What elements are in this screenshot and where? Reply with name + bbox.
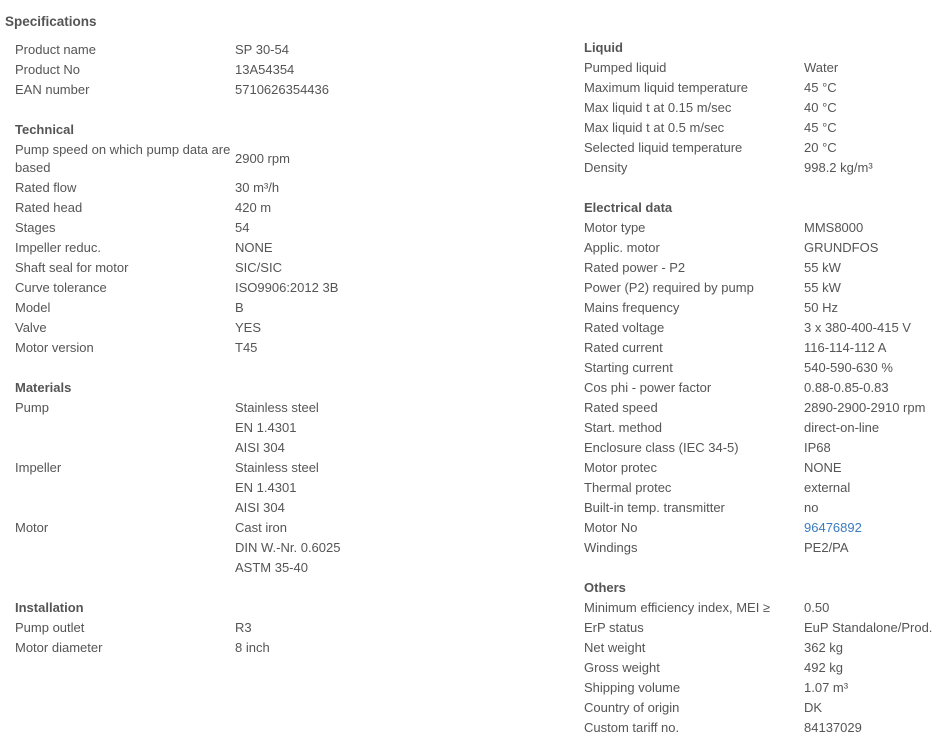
spec-value: 13A54354 (235, 62, 295, 77)
spec-row (15, 338, 555, 358)
spec-value: external (804, 480, 851, 495)
spec-row (584, 98, 945, 118)
spec-row (15, 218, 555, 238)
spec-row (584, 238, 945, 258)
spec-value: 540-590-630 % (804, 360, 893, 375)
spec-row (15, 458, 555, 518)
materials-section (15, 378, 555, 578)
spec-value-line: DIN W.-Nr. 0.6025 (235, 540, 341, 555)
section-title-others: Others (584, 580, 626, 595)
spec-label: Motor (15, 520, 49, 535)
spec-label: EAN number (15, 82, 90, 97)
spec-row (15, 178, 555, 198)
spec-value: 2900 rpm (235, 151, 290, 166)
spec-value-line: EN 1.4301 (235, 420, 297, 435)
spec-row (584, 438, 945, 458)
spec-row (584, 618, 945, 638)
spec-label: Pump (15, 400, 49, 415)
spec-row (584, 718, 945, 738)
spec-value: 30 m³/h (235, 180, 280, 195)
spec-label: Rated power - P2 (584, 260, 686, 275)
section-title-installation: Installation (15, 600, 84, 615)
spec-row (15, 40, 555, 60)
spec-value-group (235, 398, 319, 458)
spec-value: 50 Hz (804, 300, 838, 315)
spec-row (584, 258, 945, 278)
general-section (15, 40, 555, 100)
spec-row (15, 258, 555, 278)
spec-label: Shipping volume (584, 680, 681, 695)
spec-value: ISO9906:2012 3B (235, 280, 339, 295)
spec-value-line: EN 1.4301 (235, 480, 297, 495)
spec-row (584, 158, 945, 178)
spec-label: Pump speed on which pump data are based (15, 142, 231, 175)
spec-row (584, 598, 945, 618)
section-title-electrical: Electrical data (584, 200, 673, 215)
spec-value-line: Stainless steel (235, 460, 319, 475)
spec-label: Motor type (584, 220, 646, 235)
spec-label: Power (P2) required by pump (584, 280, 754, 295)
spec-row (584, 278, 945, 298)
spec-row (584, 398, 945, 418)
spec-value: PE2/PA (804, 540, 849, 555)
spec-label: Shaft seal for motor (15, 260, 129, 275)
spec-label: Windings (584, 540, 638, 555)
spec-value: direct-on-line (804, 420, 880, 435)
spec-row (584, 698, 945, 718)
spec-value-line: ASTM 35-40 (235, 560, 308, 575)
spec-value: DK (804, 700, 823, 715)
spec-label: Density (584, 160, 628, 175)
spec-label: ErP status (584, 620, 644, 635)
spec-value: GRUNDFOS (804, 240, 879, 255)
spec-label: Rated head (15, 200, 83, 215)
spec-label: Motor diameter (15, 640, 103, 655)
spec-row (584, 498, 945, 518)
spec-label: Custom tariff no. (584, 720, 680, 735)
spec-row (584, 518, 945, 538)
spec-row (584, 538, 945, 558)
spec-value: 55 kW (804, 280, 841, 295)
spec-value: 84137029 (804, 720, 862, 735)
installation-section (15, 598, 555, 658)
spec-label: Built-in temp. transmitter (584, 500, 725, 515)
spec-label: Starting current (584, 360, 673, 375)
spec-value: Water (804, 60, 839, 75)
spec-value: SIC/SIC (235, 260, 282, 275)
spec-label: Max liquid t at 0.15 m/sec (584, 100, 732, 115)
spec-label: Minimum efficiency index, MEI ≥ (584, 600, 771, 615)
spec-label: Rated flow (15, 180, 77, 195)
spec-row (584, 358, 945, 378)
spec-row (15, 638, 555, 658)
spec-row (584, 458, 945, 478)
spec-label: Product name (15, 42, 96, 57)
spec-value: 3 x 380-400-415 V (804, 320, 911, 335)
motor-number-link[interactable]: 96476892 (804, 520, 862, 535)
others-section (584, 578, 945, 738)
spec-value: 0.88-0.85-0.83 (804, 380, 889, 395)
spec-label: Maximum liquid temperature (584, 80, 749, 95)
spec-label: Impeller (15, 460, 62, 475)
spec-value: 2890-2900-2910 rpm (804, 400, 926, 415)
spec-label: Cos phi - power factor (584, 380, 712, 395)
spec-value-line: AISI 304 (235, 500, 285, 515)
spec-row (15, 80, 555, 100)
spec-row (584, 78, 945, 98)
spec-value: MMS8000 (804, 220, 864, 235)
spec-label: Pump outlet (15, 620, 85, 635)
spec-label: Stages (15, 220, 56, 235)
spec-value: R3 (235, 620, 252, 635)
spec-value: 1.07 m³ (804, 680, 849, 695)
spec-label: Country of origin (584, 700, 680, 715)
spec-label: Motor No (584, 520, 638, 535)
spec-label: Applic. motor (584, 240, 660, 255)
spec-value: 54 (235, 220, 250, 235)
spec-row (584, 418, 945, 438)
spec-row (15, 518, 555, 578)
spec-value: 55 kW (804, 260, 841, 275)
liquid-section (584, 38, 945, 178)
spec-value: 5710626354436 (235, 82, 329, 97)
spec-value-line: Cast iron (235, 520, 288, 535)
spec-row (584, 298, 945, 318)
spec-label: Pumped liquid (584, 60, 667, 75)
spec-value: 40 °C (804, 100, 837, 115)
spec-row (15, 398, 555, 458)
spec-row (15, 198, 555, 218)
spec-row (15, 60, 555, 80)
spec-value: 492 kg (804, 660, 844, 675)
spec-value: SP 30-54 (235, 42, 289, 57)
spec-value-line: AISI 304 (235, 440, 285, 455)
spec-label: Thermal protec (584, 480, 672, 495)
spec-label: Mains frequency (584, 300, 680, 315)
spec-value: NONE (235, 240, 273, 255)
spec-label: Max liquid t at 0.5 m/sec (584, 120, 725, 135)
spec-value: no (804, 500, 819, 515)
section-title-technical: Technical (15, 122, 75, 137)
spec-value: NONE (804, 460, 842, 475)
spec-value: 116-114-112 A (804, 340, 887, 355)
spec-row (15, 238, 555, 258)
spec-label: Start. method (584, 420, 663, 435)
spec-value-group (235, 518, 340, 578)
spec-label: Valve (15, 320, 47, 335)
spec-value: YES (235, 320, 262, 335)
spec-value: EuP Standalone/Prod. (804, 620, 933, 635)
spec-row (15, 140, 555, 178)
spec-row (15, 298, 555, 318)
spec-label: Enclosure class (IEC 34-5) (584, 440, 739, 455)
spec-label: Rated current (584, 340, 663, 355)
section-title-liquid: Liquid (584, 40, 623, 55)
spec-label: Impeller reduc. (15, 240, 101, 255)
spec-row (584, 218, 945, 238)
spec-row (584, 638, 945, 658)
spec-label: Motor version (15, 340, 94, 355)
spec-label: Gross weight (584, 660, 660, 675)
spec-value: 998.2 kg/m³ (804, 160, 873, 175)
section-title-materials: Materials (15, 380, 72, 395)
page-title: Specifications (5, 14, 97, 29)
spec-label: Rated voltage (584, 320, 665, 335)
spec-row (584, 678, 945, 698)
spec-label: Rated speed (584, 400, 658, 415)
spec-row (584, 318, 945, 338)
spec-row (15, 318, 555, 338)
spec-row (15, 278, 555, 298)
spec-row (584, 378, 945, 398)
electrical-section (584, 198, 945, 558)
spec-row (584, 138, 945, 158)
spec-value: 45 °C (804, 80, 837, 95)
technical-section (15, 120, 555, 358)
spec-label: Model (15, 300, 51, 315)
spec-value-line: Stainless steel (235, 400, 319, 415)
spec-label: Net weight (584, 640, 646, 655)
spec-value: 45 °C (804, 120, 837, 135)
spec-row (584, 58, 945, 78)
spec-label: Motor protec (584, 460, 657, 475)
spec-value-group (235, 458, 319, 518)
spec-value: 20 °C (804, 140, 837, 155)
spec-value: 0.50 (804, 600, 830, 615)
spec-value: 8 inch (235, 640, 270, 655)
spec-value: 362 kg (804, 640, 844, 655)
spec-value: IP68 (804, 440, 831, 455)
spec-label: Product No (15, 62, 81, 77)
spec-value (804, 518, 862, 538)
spec-row (15, 618, 555, 638)
spec-value: T45 (235, 340, 258, 355)
spec-row (584, 338, 945, 358)
spec-value: B (235, 300, 244, 315)
spec-row (584, 658, 945, 678)
spec-label: Curve tolerance (15, 280, 107, 295)
spec-value: 420 m (235, 200, 272, 215)
spec-row (584, 118, 945, 138)
spec-row (584, 478, 945, 498)
spec-label: Selected liquid temperature (584, 140, 743, 155)
